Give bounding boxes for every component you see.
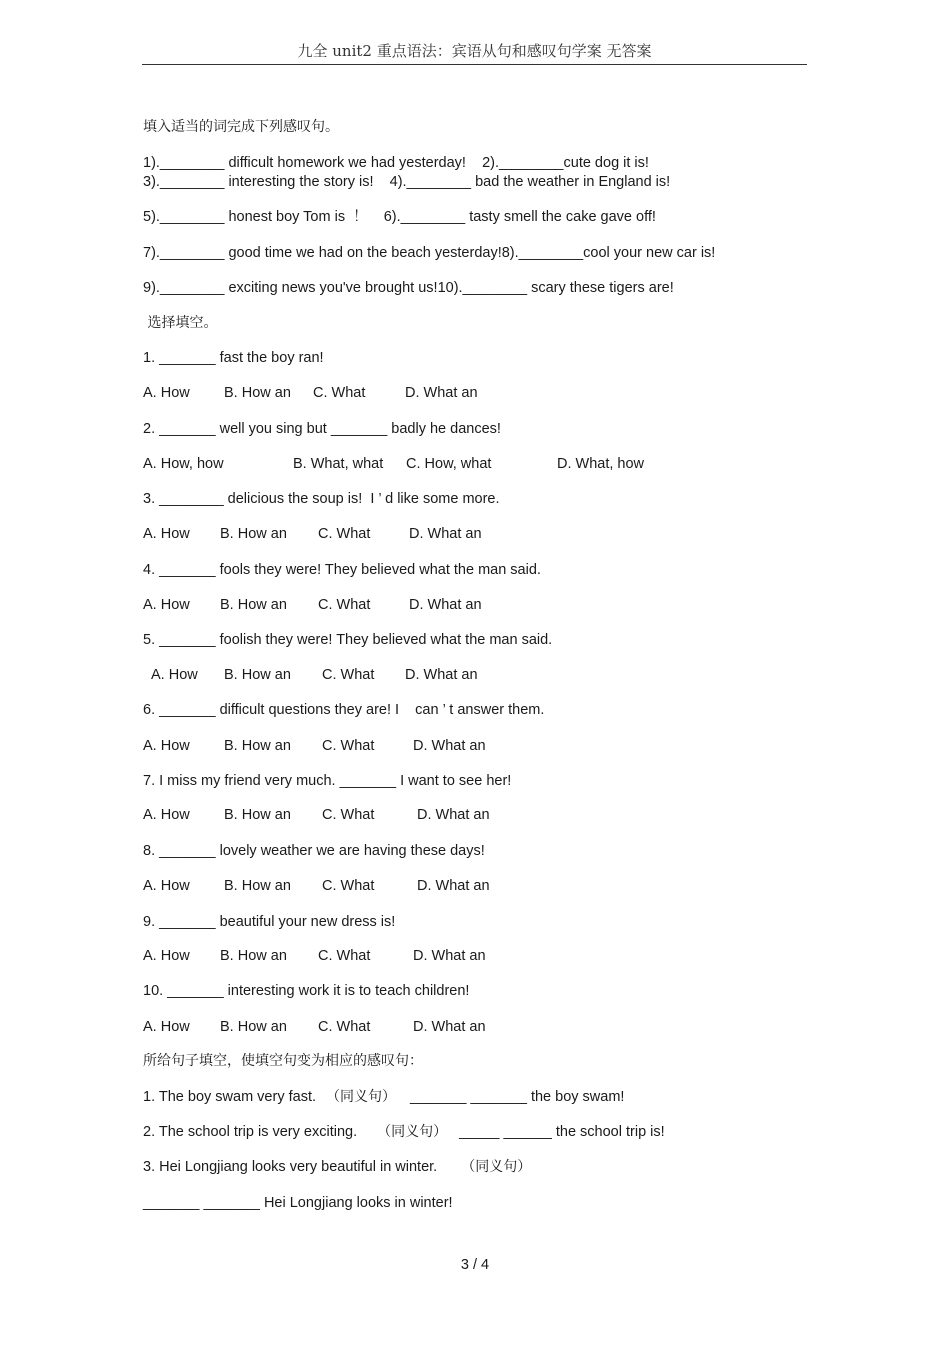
option: C. What <box>322 878 375 894</box>
header-divider <box>142 64 807 65</box>
option: D. What an <box>413 948 486 964</box>
rewrite-note: （同义句） <box>326 1089 396 1105</box>
option: B. How an <box>224 878 291 894</box>
fill-line: 5).________ honest boy Tom is ！ 6).________ tasty smell the cake gave off! <box>143 209 656 225</box>
question: 3. ________ delicious the soup is! I ’ d like some more. <box>143 491 500 507</box>
option: D. What an <box>409 597 482 613</box>
rewrite-item <box>143 1088 624 1106</box>
option: C. How, what <box>406 456 492 472</box>
option: D. What an <box>409 526 482 542</box>
question: 5. _______ foolish they were! They believed what the man said. <box>143 632 553 648</box>
option: B. How an <box>224 738 291 754</box>
option: B. How an <box>220 597 287 613</box>
option: A. How, how <box>143 456 224 472</box>
rewrite-note: （同义句） <box>461 1159 532 1175</box>
option: A. How <box>151 667 198 683</box>
option: D. What, how <box>557 456 645 472</box>
section2-title: 选择填空。 <box>143 315 218 331</box>
option: B. How an <box>220 526 287 542</box>
rewrite-sentence: 2. The school trip is very exciting. <box>143 1124 358 1140</box>
section1-title: 填入适当的词完成下列感叹句。 <box>143 119 339 135</box>
question: 9. _______ beautiful your new dress is! <box>143 914 396 930</box>
question: 6. _______ difficult questions they are! I can ’ t answer them. <box>143 702 545 718</box>
option: A. How <box>143 385 190 401</box>
question: 2. _______ well you sing but _______ badly he dances! <box>143 421 501 437</box>
option: D. What an <box>405 385 478 401</box>
question: 1. _______ fast the boy ran! <box>143 350 324 366</box>
question: 4. _______ fools they were! They believed what the man said. <box>143 562 541 578</box>
option: A. How <box>143 738 190 754</box>
fill-line: 3).________ interesting the story is! 4).________ bad the weather in England is! <box>143 174 671 190</box>
option: B. How an <box>224 807 291 823</box>
option: B. What, what <box>293 456 384 472</box>
option: C. What <box>322 738 375 754</box>
rewrite-answer-line: _______ _______ Hei Longjiang looks in winter! <box>143 1195 453 1211</box>
question: 8. _______ lovely weather we are having these days! <box>143 843 485 859</box>
option: A. How <box>143 807 190 823</box>
option: B. How an <box>224 667 291 683</box>
question: 7. I miss my friend very much. _______ I want to see her! <box>143 773 512 789</box>
option: A. How <box>143 1019 190 1035</box>
option: A. How <box>143 878 190 894</box>
rewrite-sentence: 1. The boy swam very fast. <box>143 1089 316 1105</box>
page-number: 3 / 4 <box>460 1257 490 1273</box>
option: A. How <box>143 948 190 964</box>
fill-line: 1).________ difficult homework we had yesterday! 2).________cute dog it is! <box>143 155 649 171</box>
option: B. How an <box>224 385 291 401</box>
option: D. What an <box>417 807 490 823</box>
option: D. What an <box>417 878 490 894</box>
section3-title: 所给句子填空，使填空句变为相应的感叹句： <box>143 1053 423 1069</box>
option: C. What <box>318 1019 371 1035</box>
rewrite-blank: _______ _______ the boy swam! <box>410 1089 625 1105</box>
rewrite-sentence: 3. Hei Longjiang looks very beautiful in winter. <box>143 1159 438 1175</box>
option: C. What <box>322 667 375 683</box>
fill-line: 9).________ exciting news you've brought us!10).________ scary these tigers are! <box>143 280 674 296</box>
option: C. What <box>318 526 371 542</box>
option: C. What <box>318 948 371 964</box>
option: D. What an <box>413 1019 486 1035</box>
option: C. What <box>318 597 371 613</box>
fill-line: 7).________ good time we had on the beach yesterday!8).________cool your new car is! <box>143 245 716 261</box>
rewrite-item <box>143 1123 665 1141</box>
option: B. How an <box>220 948 287 964</box>
page-header: 九全 unit2 重点语法：宾语从句和感叹句学案 无答案 <box>297 42 652 60</box>
option: D. What an <box>405 667 478 683</box>
option: B. How an <box>220 1019 287 1035</box>
rewrite-item <box>143 1158 531 1176</box>
option: A. How <box>143 526 190 542</box>
option: A. How <box>143 597 190 613</box>
rewrite-note: （同义句） <box>377 1124 448 1140</box>
option: C. What <box>313 385 366 401</box>
option: D. What an <box>413 738 486 754</box>
rewrite-blank: _____ ______ the school trip is! <box>459 1124 665 1140</box>
option: C. What <box>322 807 375 823</box>
question: 10. _______ interesting work it is to teach children! <box>143 983 470 999</box>
